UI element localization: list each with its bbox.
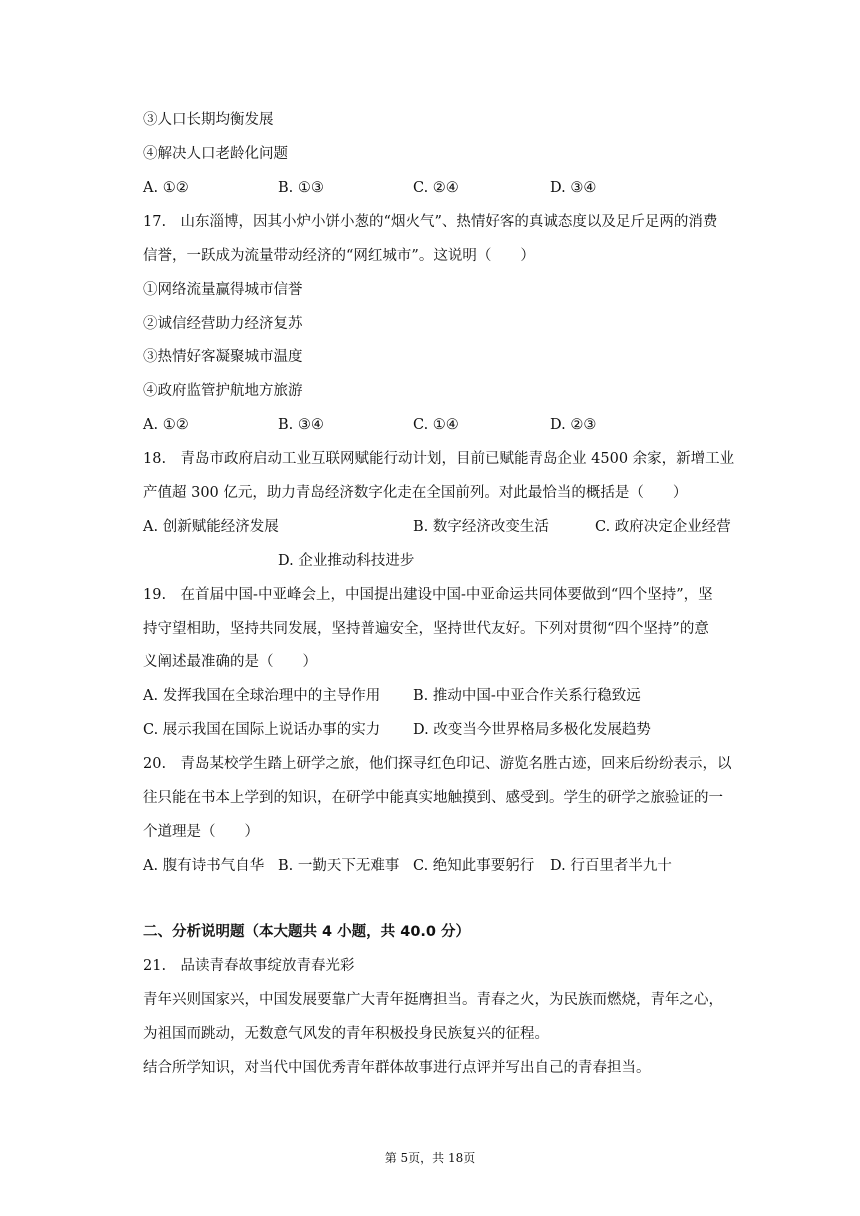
q18-option-c: C. 政府决定企业经营 [595, 519, 731, 535]
q17-item-1: ①网络流量赢得城市信誉 [143, 282, 303, 298]
q18-option-a: A. 创新赋能经济发展 [143, 519, 279, 535]
q17-option-b: B. ③④ [278, 417, 324, 433]
q17-option-d: D. ②③ [550, 417, 597, 433]
q17-option-a: A. ①② [143, 417, 189, 433]
q19-option-b: B. 推动中国-中亚合作关系行稳致远 [413, 688, 641, 704]
q20-stem-line-1: 20. 青岛某校学生踏上研学之旅，他们探寻红色印记、游览名胜古迹，回来后纷纷表示，以 [143, 756, 732, 772]
q20-option-d: D. 行百里者半九十 [550, 858, 672, 874]
q16-option-d: D. ③④ [550, 180, 597, 196]
q18-option-d: D. 企业推动科技进步 [278, 553, 415, 569]
q17-item-2: ②诚信经营助力经济复苏 [143, 316, 303, 332]
q16-item-3: ③人口长期均衡发展 [143, 112, 274, 128]
q19-option-c: C. 展示我国在国际上说话办事的实力 [143, 722, 381, 738]
q20-option-b: B. 一勤天下无难事 [278, 858, 400, 874]
q17-stem-line-2: 信誉，一跃成为流量带动经济的“网红城市”。这说明（ ） [143, 248, 535, 264]
q18-stem-line-2: 产值超 300 亿元，助力青岛经济数字化走在全国前列。对此最恰当的概括是（ ） [143, 485, 688, 501]
q19-option-d: D. 改变当今世界格局多极化发展趋势 [413, 722, 651, 738]
q19-stem-line-2: 持守望相助，坚持共同发展，坚持普遍安全，坚持世代友好。下列对贯彻“四个坚持”的意 [143, 621, 709, 637]
q16-option-a: A. ①② [143, 180, 189, 196]
section-heading: 二、分析说明题（本大题共 4 小题，共 40.0 分） [143, 924, 471, 940]
q19-stem-line-3: 义阐述最准确的是（ ） [143, 654, 317, 670]
q20-option-a: A. 腹有诗书气自华 [143, 858, 265, 874]
q17-item-4: ④政府监管护航地方旅游 [143, 383, 303, 399]
q16-item-4: ④解决人口老龄化问题 [143, 146, 288, 162]
q20-stem-line-3: 个道理是（ ） [143, 824, 259, 840]
q17-item-3: ③热情好客凝聚城市温度 [143, 349, 303, 365]
page-footer: 第 5页，共 18页 [384, 1151, 476, 1165]
q21-line-2: 为祖国而跳动，无数意气风发的青年积极投身民族复兴的征程。 [143, 1026, 549, 1042]
q17-stem-line-1: 17. 山东淄博，因其小炉小饼小葱的“烟火气”、热情好客的真诚态度以及足斤足两的消费 [143, 214, 718, 230]
q20-stem-line-2: 往只能在书本上学到的知识，在研学中能真实地触摸到、感受到。学生的研学之旅验证的一 [143, 790, 723, 806]
q16-option-c: C. ②④ [413, 180, 459, 196]
q21-line-1: 青年兴则国家兴，中国发展要靠广大青年挺膺担当。青春之火，为民族而燃烧，青年之心， [143, 992, 723, 1008]
q17-option-c: C. ①④ [413, 417, 459, 433]
q19-option-a: A. 发挥我国在全球治理中的主导作用 [143, 688, 381, 704]
q18-option-b: B. 数字经济改变生活 [413, 519, 549, 535]
q21-title: 21. 品读青春故事绽放青春光彩 [143, 958, 355, 974]
q21-line-3: 结合所学知识，对当代中国优秀青年群体故事进行点评并写出自己的青春担当。 [143, 1060, 651, 1076]
q18-stem-line-1: 18. 青岛市政府启动工业互联网赋能行动计划，目前已赋能青岛企业 4500 余家，新增工业 [143, 451, 735, 467]
q20-option-c: C. 绝知此事要躬行 [413, 858, 535, 874]
q19-stem-line-1: 19. 在首届中国-中亚峰会上，中国提出建设中国-中亚命运共同体要做到“四个坚持”，坚 [143, 587, 713, 603]
q16-option-b: B. ①③ [278, 180, 324, 196]
